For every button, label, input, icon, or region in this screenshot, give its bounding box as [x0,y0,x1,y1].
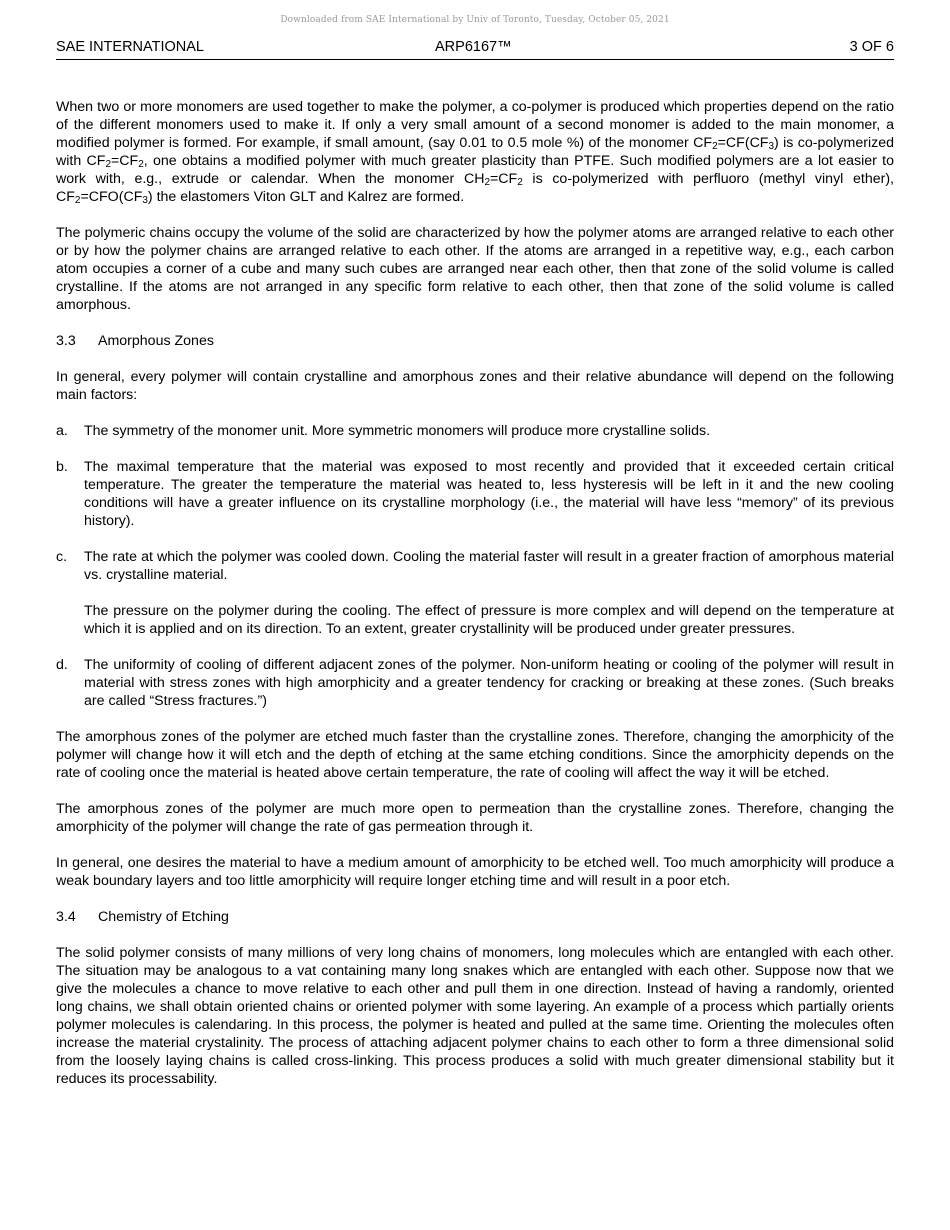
list-label: d. [56,657,68,673]
list-text: The uniformity of cooling of different adjacent zones of the polymer. Non-uniform heating or cooling of the polymer will result in material with stress zones with high amorphicity and a greater tendency for cracking or breaking at these zones. (Such breaks are called “Stress fractures.”) [84,657,894,709]
section-heading-chemistry-of-etching [56,908,894,926]
paragraph-factors-intro: In general, every polymer will contain crystalline and amorphous zones and their relative abundance will depend on the following main factors: [56,369,894,403]
list-item-factor-a [56,422,894,440]
running-header [56,39,894,60]
paragraph-pressure: The pressure on the polymer during the cooling. The effect of pressure is more complex and will depend on the temperature at which it is applied and on its direction. To an extent, greater crystallinity will be produced under greater pressures. [84,603,894,637]
document-body [56,98,894,1106]
paragraph-medium-amorphicity: In general, one desires the material to have a medium amount of amorphicity to be etched well. Too much amorphicity will produce a weak boundary layers and too little amorphicity will require longer etching time and will result in a poor etch. [56,855,894,889]
section-title: Amorphous Zones [98,333,214,349]
section-title: Chemistry of Etching [98,909,229,925]
list-text: The symmetry of the monomer unit. More symmetric monomers will produce more crystalline solids. [84,423,711,439]
paragraph-etching-rate: The amorphous zones of the polymer are etched much faster than the crystalline zones. Therefore, changing the amorphicity of the polymer will change how it will etch and the depth of etching at the same etching conditions. Since the amorphicity depends on the rate of cooling once the material is heated above certain temperature, the rate of cooling will affect the way it will be etched. [56,729,894,781]
section-number: 3.4 [56,909,76,925]
header-document-id: ARP6167™ [435,39,512,55]
list-label: c. [56,549,68,565]
list-text: The maximal temperature that the material was exposed to most recently and provided that it exceeded certain critical temperature. The greater the temperature the material was heated to, less hysteresis will be left in it and the new cooling conditions will have a greater influence on its crystalline morphology (i.e., the material will have less “memory” of its previous history). [84,459,894,529]
paragraph-permeation: The amorphous zones of the polymer are much more open to permeation than the crystalline zones. Therefore, changing the amorphicity of the polymer will change the rate of gas permeation through it. [56,801,894,835]
paragraph-chemistry-of-etching: The solid polymer consists of many millions of very long chains of monomers, long molecules which are entangled with each other. The situation may be analogous to a vat containing many long snakes which are entangled with each other. Suppose now that we give the molecules a chance to move relative to each other and pull them in one direction. Instead of having a randomly, oriented long chains, we shall obtain oriented chains or oriented polymer with some layering. An example of a process which partially orients polymer molecules is calendaring. In this process, the polymer is heated and pulled at the same time. Orienting the molecules often increase the material crystalinity. The process of attaching adjacent polymer chains to each other to form a three dimensional solid from the loosely laying chains is called cross-linking. This process produces a solid with much greater dimensional stability but it reduces its processability. [56,945,894,1087]
list-item-factor-c [56,548,894,584]
download-watermark: Downloaded from SAE International by Univ of Toronto, Tuesday, October 05, 2021 [280,15,670,25]
header-page-number: 3 OF 6 [849,39,894,55]
section-number: 3.3 [56,333,76,349]
list-item-factor-b [56,458,894,530]
list-label: a. [56,423,68,439]
list-label: b. [56,459,68,475]
list-item-factor-d [56,656,894,710]
list-text: The rate at which the polymer was cooled down. Cooling the material faster will result in a greater fraction of amorphous material vs. crystalline material. [84,549,894,583]
paragraph-copolymer: When two or more monomers are used together to make the polymer, a co-polymer is produced which properties depend on the ratio of the different monomers used to make it. If only a very small amount of a second monomer is added to the main monomer, a modified polymer is formed. For example, if small amount, (say 0.01 to 0.5 mole %) of the monomer $CF_2=CF(CF_3)$ is co-polymerized with $CF_2=CF_2$, one obtains a modified polymer with much greater plasticity than PTFE. Such modified polymers are a lot easier to work with, e.g., extrude or calendar. When the monomer $CH_2=CF_2$ is co-polymerized with perfluoro (methyl vinyl ether), $CF_2=CFO(CF_3)$ the elastomers Viton GLT and Kalrez are formed. [56,99,894,206]
paragraph-polymer-chains: The polymeric chains occupy the volume of the solid are characterized by how the polymer atoms are arranged relative to each other or by how the polymer chains are arranged relative to each other. If the atoms are arranged in a repetitive way, e.g., each carbon atom occupies a corner of a cube and many such cubes are arranged near each other, then that zone of the solid volume is called crystalline. If the atoms are not arranged in any specific form relative to each other, then that zone of the solid volume is called amorphous. [56,225,894,313]
section-heading-amorphous-zones [56,332,894,350]
header-organization: SAE INTERNATIONAL [56,39,204,55]
